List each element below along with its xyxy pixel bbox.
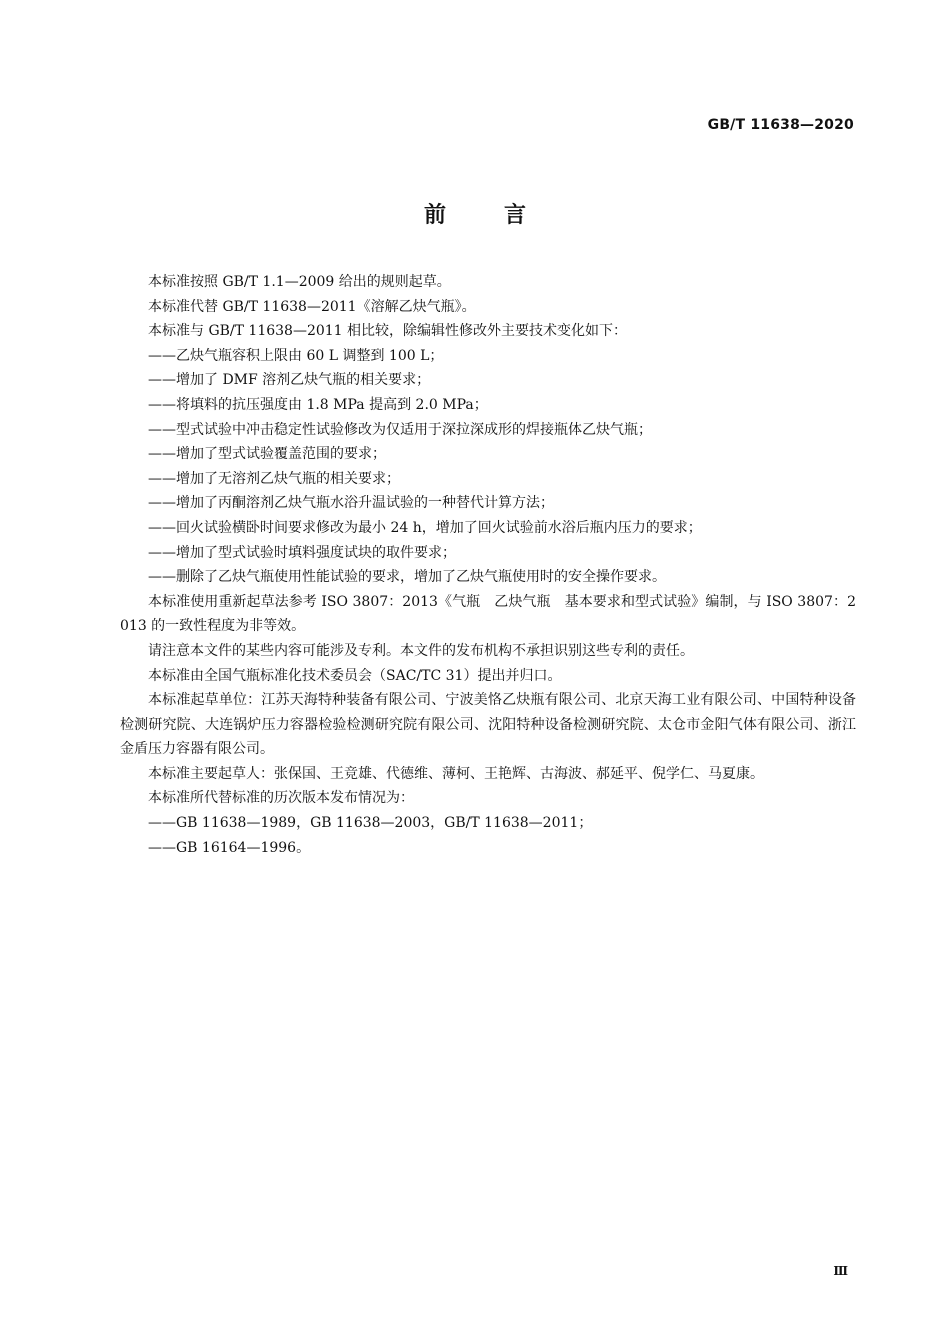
list-item: ——乙炔气瓶容积上限由 60 L 调整到 100 L；	[148, 347, 444, 364]
paragraph: 本标准按照 GB/T 1.1—2009 给出的规则起草。	[148, 274, 451, 290]
list-item: ——回火试验横卧时间要求修改为最小 24 h，增加了回火试验前水浴后瓶内压力的要求；	[148, 519, 702, 536]
paragraph: 本标准主要起草人：张保国、王竞雄、代德维、薄柯、王艳辉、古海波、郝延平、倪学仁、马夏康。	[148, 765, 764, 782]
list-item: ——增加了型式试验覆盖范围的要求；	[148, 446, 386, 463]
paragraph: 本标准代替 GB/T 11638—2011《溶解乙炔气瓶》。	[148, 298, 476, 315]
paragraph: 本标准与 GB/T 11638—2011 相比较，除编辑性修改外主要技术变化如下：	[148, 323, 628, 340]
paragraph: 本标准由全国气瓶标准化技术委员会（SAC/TC 31）提出并归口。	[148, 667, 562, 684]
standard-code: GB/T 11638—2020	[707, 117, 854, 133]
list-item: ——增加了丙酮溶剂乙炔气瓶水浴升温试验的一种替代计算方法；	[148, 495, 554, 512]
list-item: ——增加了型式试验时填料强度试块的取件要求；	[148, 544, 456, 561]
paragraph: 本标准使用重新起草法参考 ISO 3807：2013《气瓶 乙炔气瓶 基本要求和型式试验》编制，与 ISO 3807：2013 的一致性程度为非等效。	[120, 593, 856, 635]
page-number: Ⅲ	[833, 1264, 848, 1278]
page-title: 前言	[423, 203, 584, 228]
list-item: ——删除了乙炔气瓶使用性能试验的要求，增加了乙炔气瓶使用时的安全操作要求。	[148, 569, 666, 586]
paragraph: 本标准起草单位：江苏天海特种装备有限公司、宁波美恪乙炔瓶有限公司、北京天海工业有限公司、中国特种设备检测研究院、大连锅炉压力容器检验检测研究院有限公司、沈阳特种设备检测研究院、太仓市金阳气体有限公司、浙江金盾压力容器有限公司。	[120, 692, 856, 758]
list-item: ——将填料的抗压强度由 1.8 MPa 提高到 2.0 MPa；	[148, 396, 488, 413]
paragraph: 请注意本文件的某些内容可能涉及专利。本文件的发布机构不承担识别这些专利的责任。	[148, 642, 694, 659]
list-item: ——增加了无溶剂乙炔气瓶的相关要求；	[148, 470, 400, 487]
list-item: ——GB 16164—1996。	[148, 839, 311, 856]
paragraph: 本标准所代替标准的历次版本发布情况为：	[148, 790, 414, 807]
foreword-body	[120, 270, 856, 860]
list-item: ——型式试验中冲击稳定性试验修改为仅适用于深拉深成形的焊接瓶体乙炔气瓶；	[148, 421, 652, 438]
list-item: ——GB 11638—1989，GB 11638—2003，GB/T 11638—2011；	[148, 815, 593, 832]
list-item: ——增加了 DMF 溶剂乙炔气瓶的相关要求；	[148, 372, 431, 389]
